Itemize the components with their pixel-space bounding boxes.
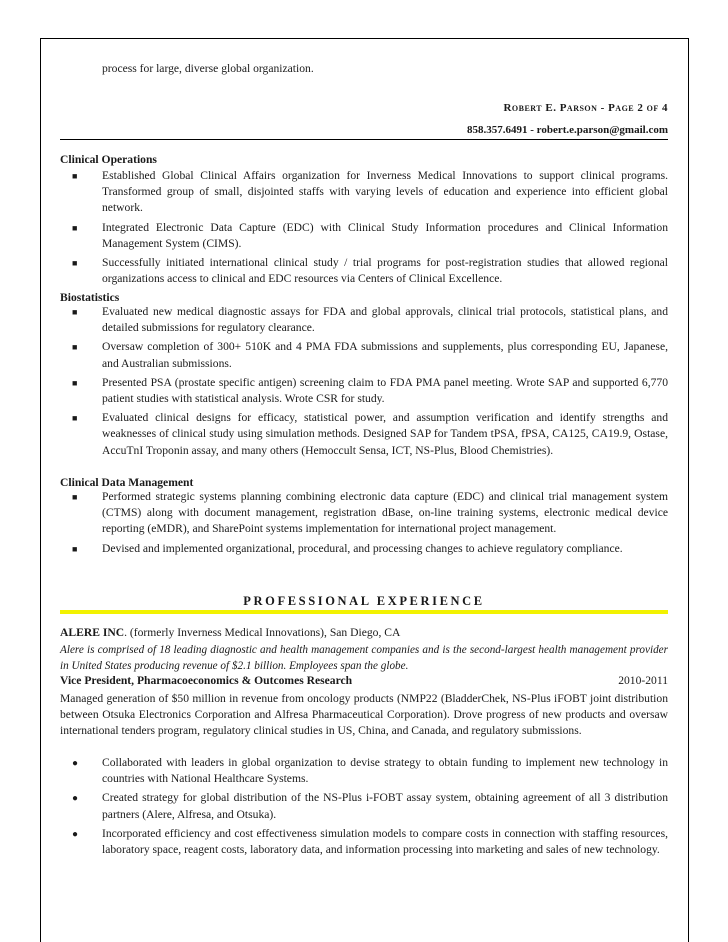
bullet-icon bbox=[72, 339, 84, 355]
list-item: ■ Integrated Electronic Data Capture (EDC) with Clinical Study Information procedures and Clinical Information Management System (CIMS). bbox=[60, 220, 668, 252]
biostatistics-list bbox=[60, 304, 668, 462]
bullet-icon bbox=[72, 375, 84, 391]
list-item: ■ Successfully initiated international clinical study / trial programs for post-registration studies that allowed regional organizations access to clinical and EDC resources via Centers of Clinical Excellence. bbox=[60, 255, 668, 287]
bullet-icon bbox=[72, 304, 84, 320]
bullet-icon bbox=[72, 826, 84, 843]
list-item: ■ Oversaw completion of 300+ 510K and 4 PMA FDA submissions and supplements, plus corresponding EU, Japanese, and Australian submissions. bbox=[60, 339, 668, 371]
job-dates: 2010-2011 bbox=[618, 674, 668, 687]
section-title-clinical-data-management: Clinical Data Management bbox=[60, 476, 194, 489]
section-heading-professional-experience: PROFESSIONAL EXPERIENCE bbox=[243, 594, 485, 608]
bullet-icon bbox=[72, 790, 84, 807]
header-name-page: Robert E. Parson - Page 2 of 4 bbox=[503, 102, 668, 114]
list-item: ● Incorporated efficiency and cost effectiveness simulation models to compare costs in connection with staffing resources, laboratory space, reagent costs, laboratory data, and information processing into marketing and sales of new technology. bbox=[60, 826, 668, 858]
list-item: ■ Devised and implemented organizational, procedural, and processing changes to achieve regulatory compliance. bbox=[60, 541, 668, 557]
bullet-icon bbox=[72, 255, 84, 271]
continuation-line: process for large, diverse global organization. bbox=[102, 62, 314, 75]
bullet-icon bbox=[72, 755, 84, 772]
list-item: ■ Established Global Clinical Affairs organization for Inverness Medical Innovations to support clinical programs. Transformed group of small, disjointed staffs with varying levels of education and experience into efficient global network. bbox=[60, 168, 668, 217]
list-item: ■ Evaluated clinical designs for efficacy, statistical power, and assumption verification and identify strengths and weaknesses of clinical study using simulation methods. Designed SAP for Tandem tPSA, fPSA, CA125, CA19.9, Ostase, AccuTnI Troponin assay, and many others (Hemoccult Sensa, ICT, NS-Plus, Blood Chemistries). bbox=[60, 410, 668, 459]
job-title: Vice President, Pharmacoeconomics & Outcomes Research bbox=[60, 674, 353, 687]
list-item: ■ Presented PSA (prostate specific antigen) screening claim to FDA PMA panel meeting. Wrote SAP and supported 6,770 patient studies with statistical analysis. Wrote CSR for study. bbox=[60, 375, 668, 407]
experience-achievements-list bbox=[60, 755, 668, 861]
header-contact: 858.357.6491 - robert.e.parson@gmail.com bbox=[467, 124, 668, 136]
company-name: ALERE INC bbox=[60, 626, 125, 639]
bullet-icon bbox=[72, 220, 84, 236]
bullet-icon bbox=[72, 168, 84, 184]
list-item: ■ Evaluated new medical diagnostic assays for FDA and global approvals, clinical trial protocols, statistical plans, and detailed submissions for regulatory clearance. bbox=[60, 304, 668, 336]
job-summary: Managed generation of $50 million in revenue from oncology products (NMP22 (BladderChek, NS-Plus iFOBT joint distribution between Otsuka Electronics Corporation and Alfresa Pharmaceutical Corporation). Drove progress of new products and oversaw international tenders program, regulatory clinical studies in US, China, and Canada, and regulatory submissions. bbox=[60, 692, 668, 738]
header-rule bbox=[60, 139, 668, 140]
section-title-clinical-operations: Clinical Operations bbox=[60, 153, 157, 166]
section-title-biostatistics: Biostatistics bbox=[60, 291, 120, 304]
company-line bbox=[60, 626, 400, 639]
bullet-icon bbox=[72, 541, 84, 557]
company-description: Alere is comprised of 18 leading diagnostic and health management companies and is the second-largest health management provider in United States producing revenue of $2.1 billion. Employees span the globe. bbox=[60, 644, 668, 672]
list-item: ● Collaborated with leaders in global organization to devise strategy to obtain funding to implement new technology in countries with National Healthcare Systems. bbox=[60, 755, 668, 787]
heading-highlight-bar bbox=[60, 610, 668, 614]
clinical-operations-list bbox=[60, 168, 668, 290]
company-location: . (formerly Inverness Medical Innovations), San Diego, CA bbox=[124, 626, 401, 639]
bullet-icon bbox=[72, 410, 84, 426]
list-item: ■ Performed strategic systems planning combining electronic data capture (EDC) and clinical trial management system (CTMS) along with document management, registration dBase, on-line training systems, electronic medical device reporting (eMDR), and SharePoint systems implementation for international project management. bbox=[60, 489, 668, 538]
bullet-icon bbox=[72, 489, 84, 505]
list-item: ● Created strategy for global distribution of the NS-Plus i-FOBT assay system, obtaining agreement of all 3 distribution partners (Alere, Alfresa, and Otsuka). bbox=[60, 790, 668, 822]
clinical-data-management-list bbox=[60, 489, 668, 560]
